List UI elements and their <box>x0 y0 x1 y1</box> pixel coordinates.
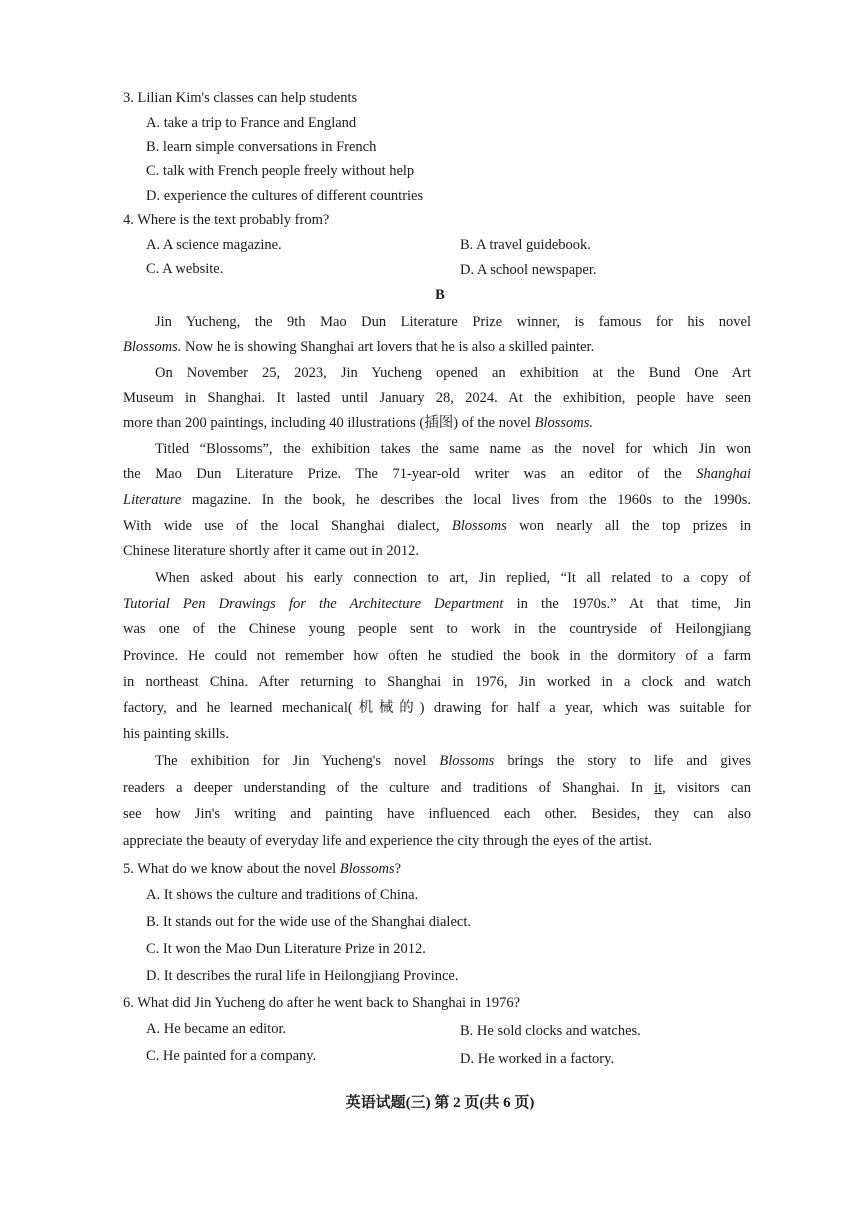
q6-option-d: D. He worked in a factory. <box>460 1051 615 1067</box>
novel-title: Blossoms. <box>123 339 182 355</box>
passage-p4-line4: Province. He could not remember how often he studied the book in the dormitory of a farm <box>123 648 751 664</box>
passage-p1-line2: Blossoms. Now he is showing Shanghai art lovers that he is also a skilled painter. <box>123 339 595 355</box>
q5-option-c: C. It won the Mao Dun Literature Prize in 2012. <box>146 941 426 957</box>
q3-option-d: D. experience the cultures of different countries <box>146 188 424 204</box>
passage-p3-line1: Titled “Blossoms”, the exhibition takes the same name as the novel for which Jin won <box>155 441 751 457</box>
passage-p2-line2: Museum in Shanghai. It lasted until January 28, 2024. At the exhibition, people have seen <box>123 390 751 406</box>
passage-p5-line4: appreciate the beauty of everyday life and experience the city through the eyes of the artist. <box>123 833 653 849</box>
passage-p4-line1: When asked about his early connection to art, Jin replied, “It all related to a copy of <box>155 570 751 586</box>
q3-stem: 3. Lilian Kim's classes can help students <box>123 90 358 106</box>
passage-p5-line3: see how Jin's writing and painting have influenced each other. Besides, they can also <box>123 806 751 822</box>
passage-p4-line7: his painting skills. <box>123 726 229 742</box>
q4-stem: 4. Where is the text probably from? <box>123 212 330 228</box>
novel-title: Blossoms <box>451 518 507 534</box>
q5-stem: 5. What do we know about the novel Blossoms? <box>123 861 402 877</box>
magazine-title: Shanghai <box>696 466 751 482</box>
novel-title: Blossoms. <box>534 415 594 431</box>
q4-option-a: A. A science magazine. <box>146 237 282 253</box>
novel-title: Blossoms <box>439 753 495 769</box>
q6-option-a: A. He became an editor. <box>146 1021 287 1037</box>
passage-p2-line1: On November 25, 2023, Jin Yucheng opened an exhibition at the Bund One Art <box>155 365 751 381</box>
passage-p3-line3: Literature magazine. In the book, he describes the local lives from the 1960s to the 1990s. <box>123 492 751 508</box>
q4-option-c: C. A website. <box>146 261 224 277</box>
q6-stem: 6. What did Jin Yucheng do after he went back to Shanghai in 1976? <box>123 995 521 1011</box>
passage-p3-line4: With wide use of the local Shanghai dialect, Blossoms won nearly all the top prizes in <box>123 518 751 534</box>
q6-option-b: B. He sold clocks and watches. <box>460 1023 641 1039</box>
book-title: Tutorial Pen Drawings for the Architecture Department <box>123 596 504 612</box>
passage-p3-line2: the Mao Dun Literature Prize. The 71-year-old writer was an editor of the Shanghai <box>123 466 751 482</box>
q4-option-b: B. A travel guidebook. <box>460 237 591 253</box>
passage-p2-line3: more than 200 paintings, including 40 illustrations (插图) of the novel Blossoms. <box>123 415 594 431</box>
passage-p4-line3: was one of the Chinese young people sent to work in the countryside of Heilongjiang <box>123 621 751 637</box>
q3-option-b: B. learn simple conversations in French <box>146 139 377 155</box>
passage-p5-line1: The exhibition for Jin Yucheng's novel Blossoms brings the story to life and gives <box>155 753 751 769</box>
passage-p5-line2: readers a deeper understanding of the culture and traditions of Shanghai. In it, visitors can <box>123 780 751 796</box>
underlined-word: it <box>654 780 663 796</box>
page-footer: 英语试题(三) 第 2 页(共 6 页) <box>345 1095 535 1111</box>
section-b-heading: B <box>435 287 445 303</box>
passage-p1-line1: Jin Yucheng, the 9th Mao Dun Literature Prize winner, is famous for his novel <box>155 314 751 330</box>
q6-option-c: C. He painted for a company. <box>146 1048 317 1064</box>
q5-option-d: D. It describes the rural life in Heilongjiang Province. <box>146 968 459 984</box>
passage-p4-line2: Tutorial Pen Drawings for the Architecture Department in the 1970s.” At that time, Jin <box>123 596 751 612</box>
q4-option-d: D. A school newspaper. <box>460 262 597 278</box>
q3-option-a: A. take a trip to France and England <box>146 115 357 131</box>
passage-p3-line5: Chinese literature shortly after it came out in 2012. <box>123 543 419 559</box>
magazine-title: Literature <box>123 492 182 508</box>
passage-p4-line5: in northeast China. After returning to Shanghai in 1976, Jin worked in a clock and watch <box>123 674 751 690</box>
q5-option-a: A. It shows the culture and traditions of China. <box>146 887 419 903</box>
q3-option-c: C. talk with French people freely without help <box>146 163 415 179</box>
q5-option-b: B. It stands out for the wide use of the Shanghai dialect. <box>146 914 471 930</box>
passage-p4-line6: factory, and he learned mechanical(机械的) drawing for half a year, which was suitable for <box>123 700 751 716</box>
